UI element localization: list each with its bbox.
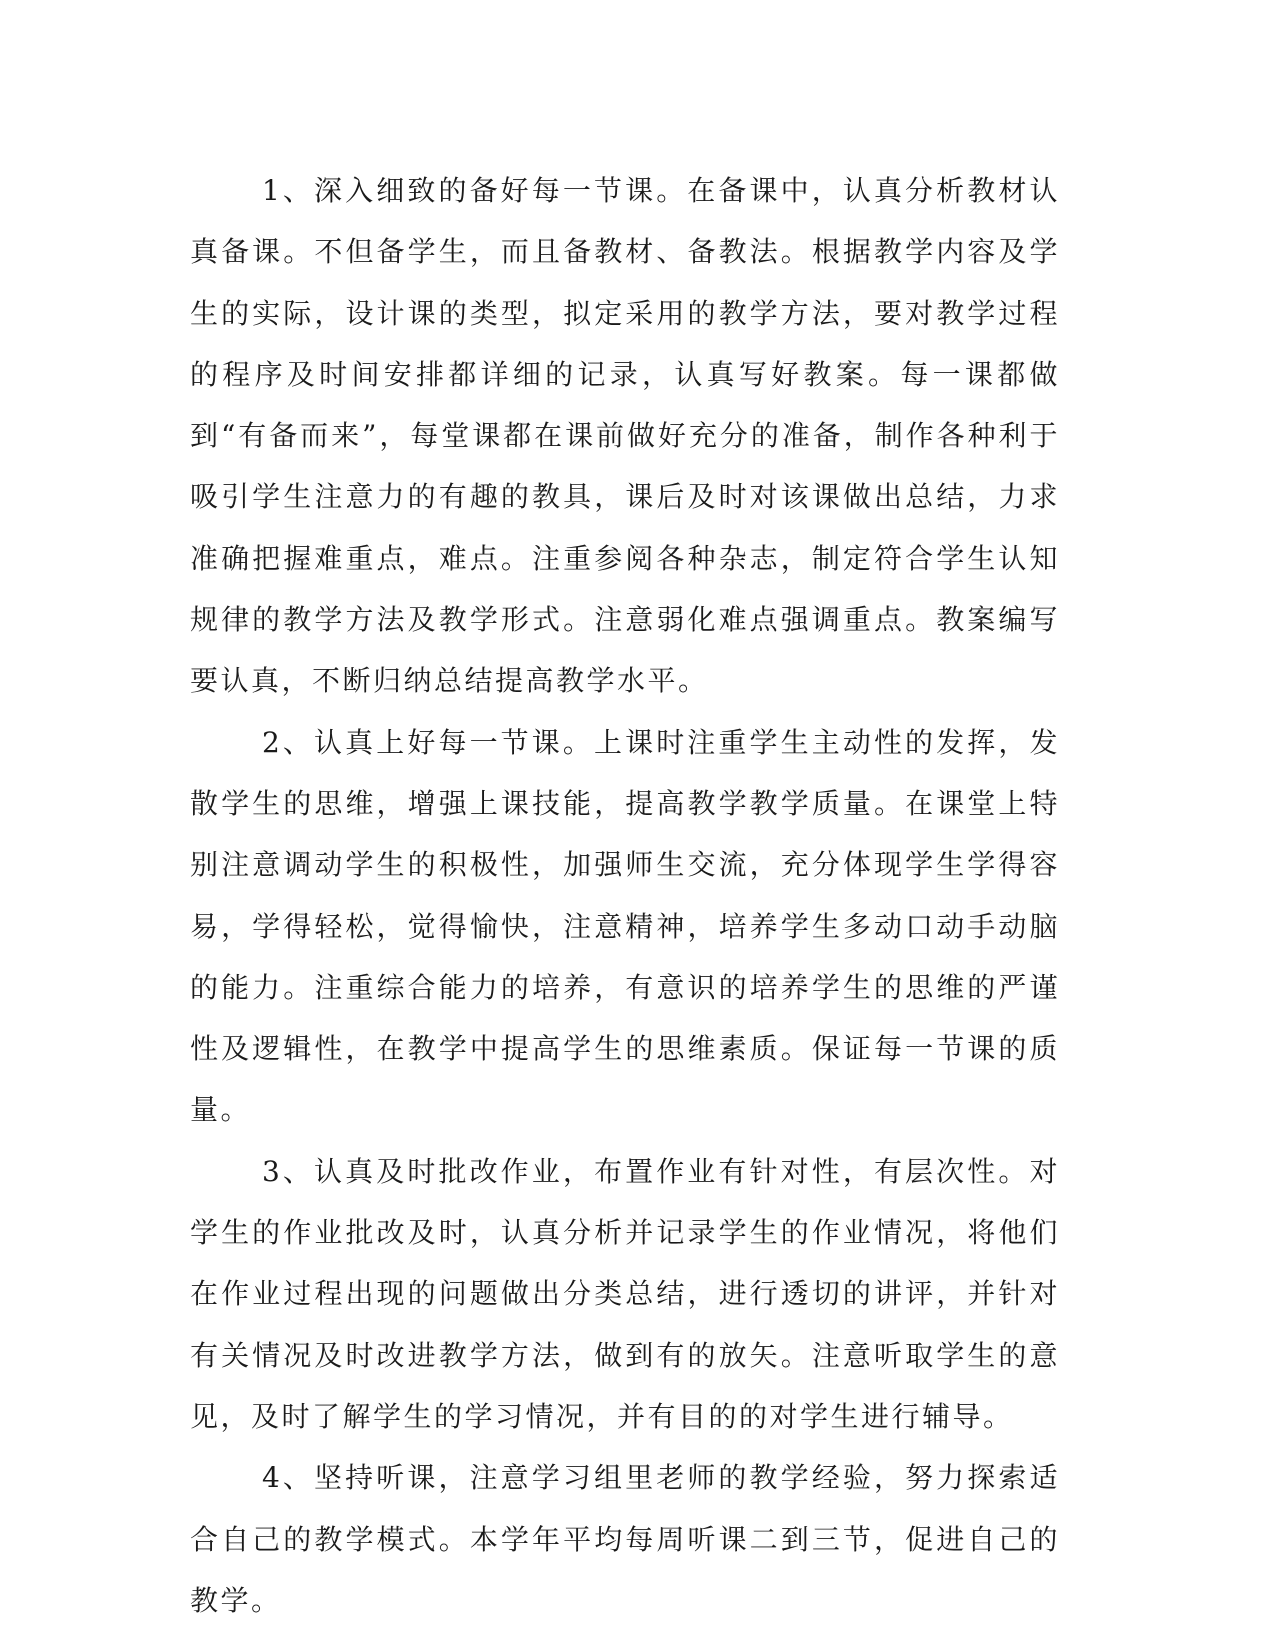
paragraph-1: 1、深入细致的备好每一节课。在备课中，认真分析教材认真备课。不但备学生，而且备教材、备教法。根据教学内容及学生的实际，设计课的类型，拟定采用的教学方法，要对教学过程的程序及时间安排都详细的记录，认真写好教案。每一课都做到“有备而来”，每堂课都在课前做好充分的准备，制作各种利于吸引学生注意力的有趣的教具，课后及时对该课做出总结，力求准确把握难重点，难点。注重参阅各种杂志，制定符合学生认知规律的教学方法及教学形式。注意弱化难点强调重点。教案编写要认真，不断归纳总结提高教学水平。 [190, 174, 1060, 698]
paragraph-3: 3、认真及时批改作业，布置作业有针对性，有层次性。对学生的作业批改及时，认真分析并记录学生的作业情况，将他们在作业过程出现的问题做出分类总结，进行透切的讲评，并针对有关情况及时改进教学方法，做到有的放矢。注意听取学生的意见，及时了解学生的学习情况，并有目的的对学生进行辅导。 [190, 1154, 1060, 1433]
paragraph-4: 4、坚持听课，注意学习组里老师的教学经验，努力探索适合自己的教学模式。本学年平均每周听课二到三节，促进自己的教学。 [190, 1461, 1060, 1617]
paragraph-2: 2、认真上好每一节课。上课时注重学生主动性的发挥，发散学生的思维，增强上课技能，提高教学教学质量。在课堂上特别注意调动学生的积极性，加强师生交流，充分体现学生学得容易，学得轻松，觉得愉快，注意精神，培养学生多动口动手动脑的能力。注重综合能力的培养，有意识的培养学生的思维的严谨性及逻辑性，在教学中提高学生的思维素质。保证每一节课的质量。 [190, 725, 1060, 1127]
document-body [190, 160, 1060, 1631]
